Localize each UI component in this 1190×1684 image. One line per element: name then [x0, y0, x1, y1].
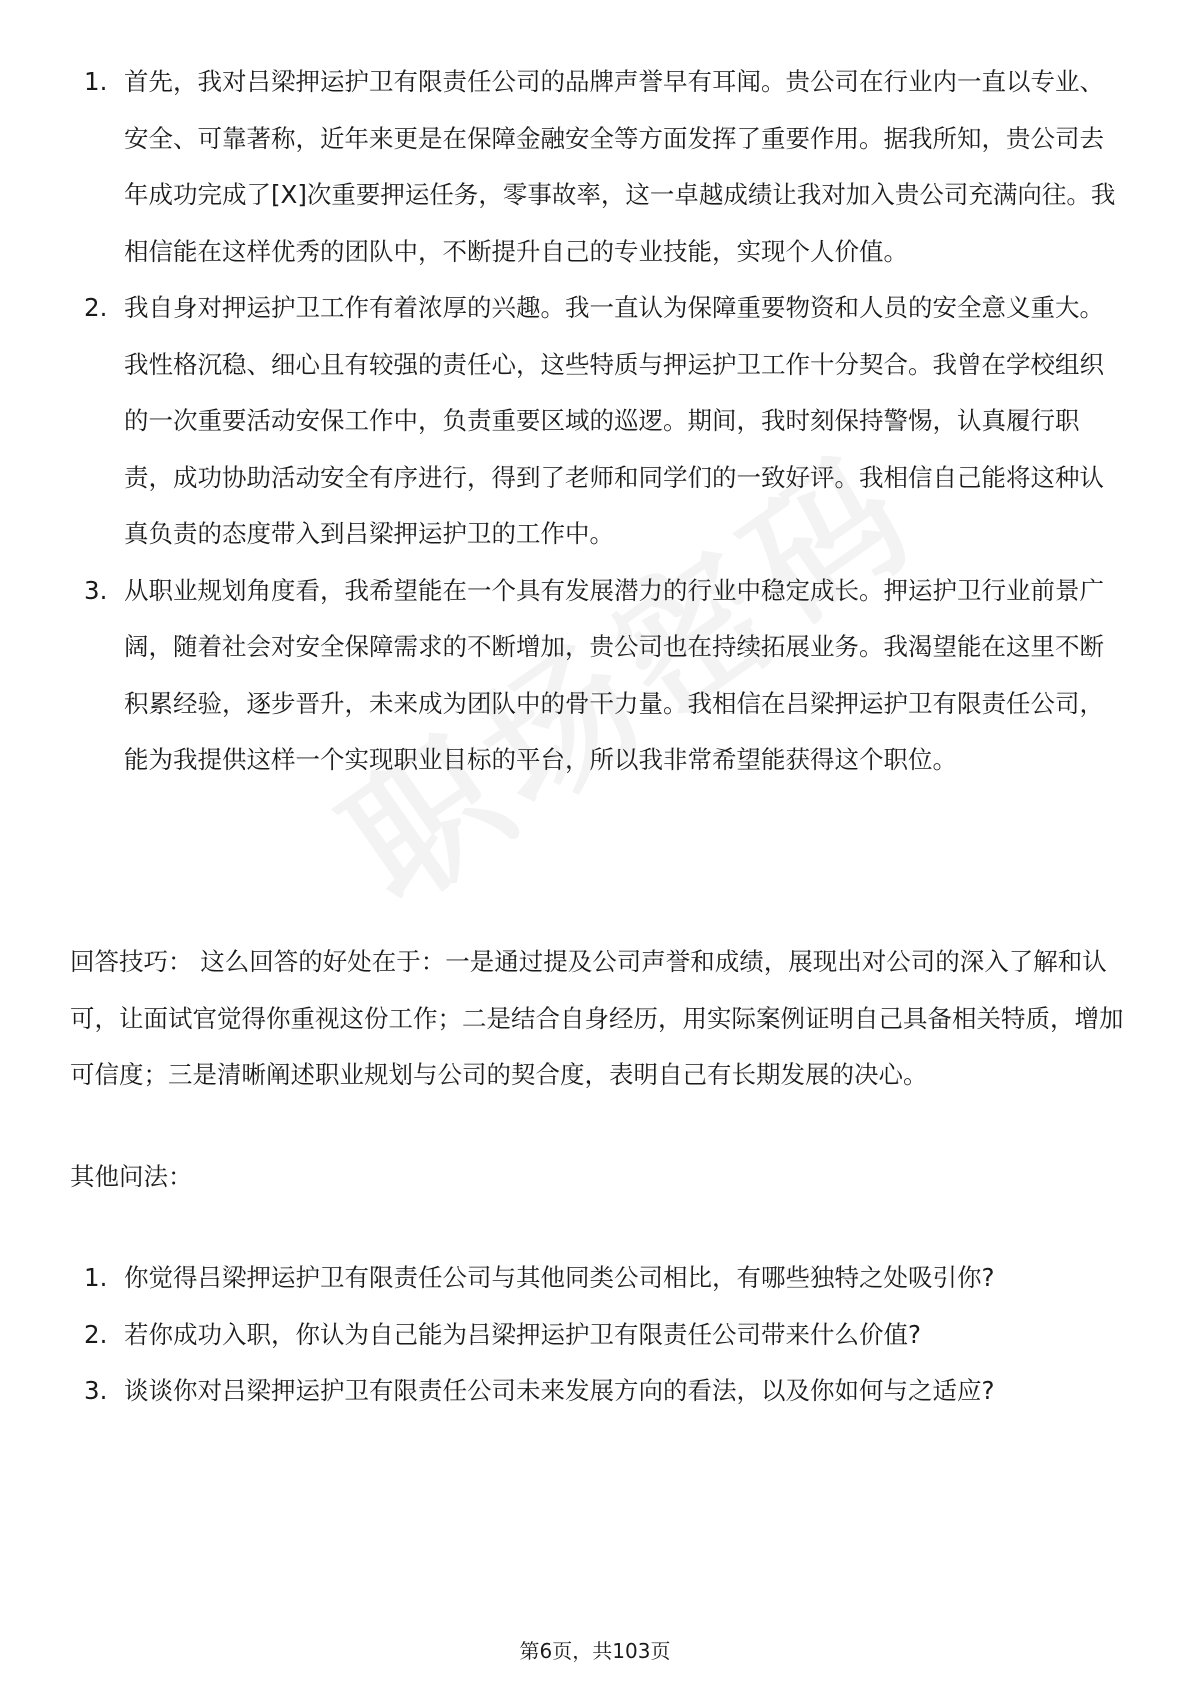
list-number: 1. [84, 67, 108, 96]
page-footer: 第6页，共103页 [519, 1639, 671, 1663]
answer-tips: 回答技巧： 这么回答的好处在于：一是通过提及公司声誉和成绩，展现出对公司的深入了解和认可，让面试官觉得你重视这份工作；二是结合自身经历，用实际案例证明自己具备相关特质，增加可信度；三是清晰阐述职业规划与公司的契合度，表明自己有长期发展的决心。 [70, 947, 1124, 1089]
list-item [84, 280, 1124, 563]
list-item [84, 1250, 1124, 1307]
list-number: 1. [84, 1263, 108, 1292]
answer-list [84, 54, 1124, 789]
list-item [84, 1363, 1124, 1420]
list-item [84, 1307, 1124, 1364]
list-number: 2. [84, 293, 108, 322]
list-text: 从职业规划角度看，我希望能在一个具有发展潜力的行业中稳定成长。押运护卫行业前景广阔，随着社会对安全保障需求的不断增加，贵公司也在持续拓展业务。我渴望能在这里不断积累经验，逐步晋升，未来成为团队中的骨干力量。我相信在吕梁押运护卫有限责任公司，能为我提供这样一个实现职业目标的平台，所以我非常希望能获得这个职位。 [124, 575, 1104, 774]
list-number: 3. [84, 575, 108, 605]
list-number: 3. [84, 1376, 108, 1405]
list-text: 谈谈你对吕梁押运护卫有限责任公司未来发展方向的看法，以及你如何与之适应? [124, 1376, 995, 1405]
list-text: 你觉得吕梁押运护卫有限责任公司与其他同类公司相比，有哪些独特之处吸引你? [124, 1263, 995, 1292]
list-item [84, 54, 1124, 280]
list-text: 我自身对押运护卫工作有着浓厚的兴趣。我一直认为保障重要物资和人员的安全意义重大。我性格沉稳、细心且有较强的责任心，这些特质与押运护卫工作十分契合。我曾在学校组织的一次重要活动安保工作中，负责重要区域的巡逻。期间，我时刻保持警惕，认真履行职责，成功协助活动安全有序进行，得到了老师和同学们的一致好评。我相信自己能将这种认真负责的态度带入到吕梁押运护卫的工作中。 [124, 293, 1104, 548]
list-text: 若你成功入职，你认为自己能为吕梁押运护卫有限责任公司带来什么价值? [124, 1319, 922, 1349]
list-number: 2. [84, 1319, 108, 1349]
other-questions-list [84, 1250, 1124, 1420]
other-questions-heading: 其他问法： [70, 1162, 193, 1191]
list-item [84, 563, 1124, 789]
list-text: 首先，我对吕梁押运护卫有限责任公司的品牌声誉早有耳闻。贵公司在行业内一直以专业、安全、可靠著称，近年来更是在保障金融安全等方面发挥了重要作用。据我所知，贵公司去年成功完成了[X]次重要押运任务，零事故率，这一卓越成绩让我对加入贵公司充满向往。我相信能在这样优秀的团队中，不断提升自己的专业技能，实现个人价值。 [124, 67, 1116, 266]
